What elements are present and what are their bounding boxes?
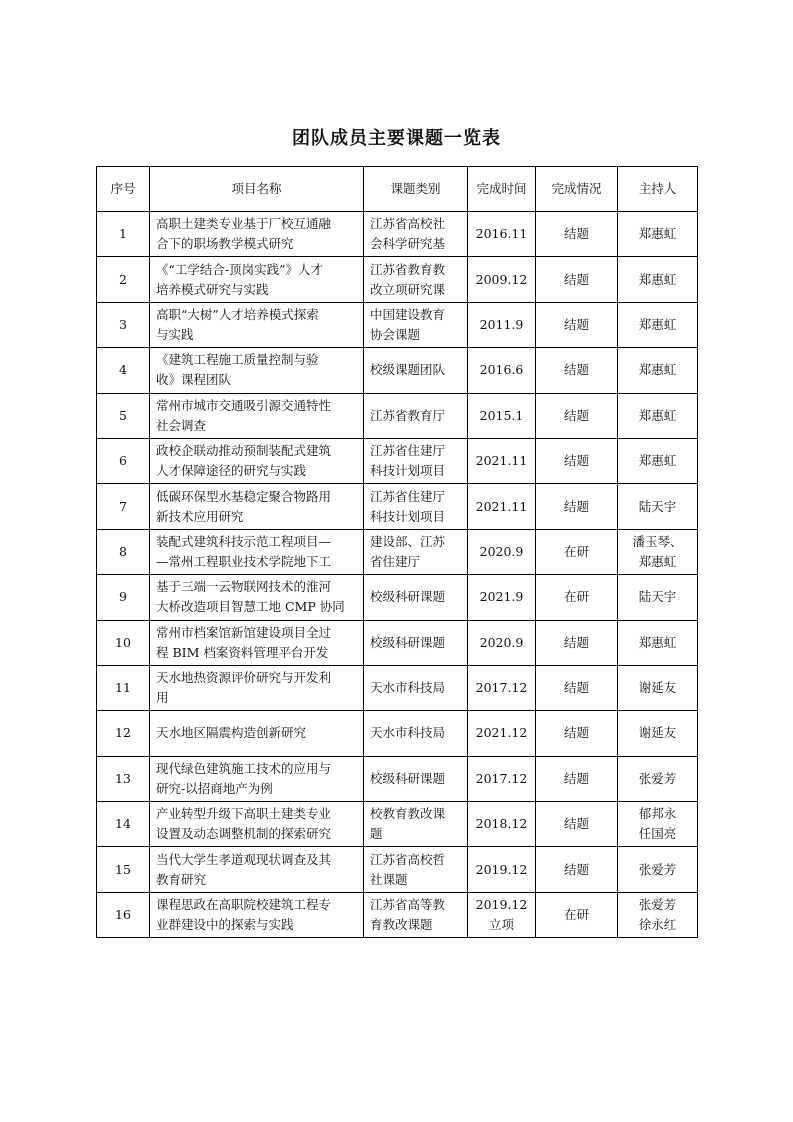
cell-name — [150, 393, 364, 438]
cell-name — [150, 348, 364, 393]
cell-host-line: 陆天宇 — [638, 589, 677, 605]
cell-time — [468, 438, 536, 483]
cell-category — [364, 438, 468, 483]
cell-status — [536, 212, 618, 257]
cell-host — [618, 711, 698, 756]
cell-status — [536, 892, 618, 937]
cell-name — [150, 575, 364, 620]
cell-no-line: 16 — [115, 907, 131, 923]
cell-name-line: 基于三端一云物联网技术的淮河 — [156, 579, 332, 595]
cell-category-line: 改立项研究课 — [370, 281, 446, 297]
cell-name — [150, 802, 364, 847]
cell-host — [618, 393, 698, 438]
cell-status — [536, 711, 618, 756]
cell-host — [618, 529, 698, 574]
cell-category — [364, 802, 468, 847]
cell-name-line: 当代大学生孝道观现状调查及其 — [156, 851, 332, 867]
cell-time — [468, 892, 536, 937]
cell-host-line: 郑惠虹 — [638, 226, 677, 242]
cell-name-line: 《建筑工程施工质量控制与验 — [156, 352, 319, 368]
cell-name-line: 常州市城市交通吸引源交通特性 — [156, 397, 332, 413]
cell-status-line: 在研 — [563, 543, 589, 559]
cell-time — [468, 620, 536, 665]
cell-name — [150, 665, 364, 710]
cell-status-line: 结题 — [563, 271, 589, 287]
cell-name-line: 收》课程团队 — [156, 372, 232, 388]
table-row — [97, 756, 698, 801]
cell-status-line: 在研 — [563, 907, 589, 923]
cell-category-line: 校级科研课题 — [370, 589, 446, 605]
cell-host — [618, 348, 698, 393]
cell-category-line: 江苏省住建厅 — [370, 443, 446, 459]
cell-category — [364, 847, 468, 892]
cell-time — [468, 711, 536, 756]
cell-name — [150, 302, 364, 347]
cell-name-line: 装配式建筑科技示范工程项目— — [156, 533, 332, 549]
cell-category — [364, 484, 468, 529]
header-row — [97, 167, 698, 212]
cell-category — [364, 302, 468, 347]
cell-host-line: 张爱芳 — [638, 770, 677, 786]
cell-time — [468, 484, 536, 529]
cell-status-line: 结题 — [563, 634, 589, 650]
cell-host — [618, 756, 698, 801]
cell-host — [618, 802, 698, 847]
cell-name-line: 新技术应用研究 — [156, 508, 244, 524]
cell-name — [150, 847, 364, 892]
cell-name-line: 业群建设中的探索与实践 — [156, 917, 294, 933]
cell-name — [150, 257, 364, 302]
cell-time-line: 2021.11 — [475, 453, 528, 469]
cell-status — [536, 257, 618, 302]
cell-no — [97, 348, 150, 393]
table-row — [97, 892, 698, 937]
cell-no — [97, 438, 150, 483]
cell-time — [468, 529, 536, 574]
cell-status — [536, 575, 618, 620]
cell-name-line: 人才保障途径的研究与实践 — [156, 463, 307, 479]
cell-host-line: 徐永红 — [638, 917, 677, 933]
cell-status-line: 结题 — [563, 498, 589, 514]
cell-name-line: 大桥改造项目智慧工地 CMP 协同 — [156, 599, 345, 615]
cell-time-line: 2021.11 — [475, 498, 528, 514]
cell-status — [536, 302, 618, 347]
table-row — [97, 665, 698, 710]
cell-no — [97, 756, 150, 801]
cell-no-line: 5 — [119, 407, 127, 423]
table-row — [97, 438, 698, 483]
cell-no — [97, 802, 150, 847]
cell-category — [364, 529, 468, 574]
cell-category — [364, 756, 468, 801]
cell-status-line: 结题 — [563, 725, 589, 741]
cell-name — [150, 892, 364, 937]
cell-name — [150, 756, 364, 801]
cell-time — [468, 756, 536, 801]
cell-name-line: 《“工学结合-顶岗实践”》人才 — [156, 261, 324, 277]
cell-host-line: 郑惠虹 — [638, 453, 677, 469]
header-category: 课题类别 — [364, 167, 468, 212]
cell-time-line: 2021.9 — [479, 589, 524, 605]
cell-time-line: 2020.9 — [479, 543, 524, 559]
cell-category-line: 题 — [370, 826, 383, 842]
cell-no-line: 14 — [115, 816, 131, 832]
cell-time-line: 2011.9 — [479, 316, 524, 332]
cell-time-line: 2017.12 — [475, 770, 528, 786]
cell-name-line: 与实践 — [156, 326, 194, 342]
cell-category — [364, 892, 468, 937]
cell-host-line: 郑惠虹 — [638, 271, 677, 287]
cell-category — [364, 348, 468, 393]
cell-time-line: 2015.1 — [479, 407, 524, 423]
table-row — [97, 711, 698, 756]
header-status: 完成情况 — [536, 167, 618, 212]
cell-no-line: 11 — [115, 680, 131, 696]
table-row — [97, 348, 698, 393]
cell-host-line: 谢延友 — [638, 680, 677, 696]
cell-host-line: 郑惠虹 — [638, 362, 677, 378]
cell-host-line: 郑惠虹 — [638, 553, 677, 569]
cell-host — [618, 257, 698, 302]
cell-time-line: 2018.12 — [475, 816, 528, 832]
table-row — [97, 212, 698, 257]
cell-time-line: 2020.9 — [479, 634, 524, 650]
cell-time — [468, 257, 536, 302]
cell-name-line: 合下的职场教学模式研究 — [156, 236, 294, 252]
table-row — [97, 302, 698, 347]
cell-name — [150, 438, 364, 483]
cell-no-line: 13 — [115, 770, 131, 786]
cell-no — [97, 393, 150, 438]
cell-category-line: 科技计划项目 — [370, 508, 446, 524]
cell-host — [618, 665, 698, 710]
cell-no-line: 3 — [119, 316, 127, 332]
cell-no — [97, 620, 150, 665]
cell-status-line: 结题 — [563, 316, 589, 332]
cell-category-line: 中国建设教育 — [370, 306, 446, 322]
cell-status — [536, 665, 618, 710]
cell-category-line: 校级课题团队 — [370, 362, 446, 378]
cell-time-line: 2021.12 — [475, 725, 528, 741]
cell-status — [536, 484, 618, 529]
cell-category-line: 江苏省高校社 — [370, 216, 446, 232]
cell-host — [618, 847, 698, 892]
cell-category-line: 校级科研课题 — [370, 770, 446, 786]
cell-category — [364, 665, 468, 710]
cell-time-line: 2019.12 — [475, 861, 528, 877]
cell-category-line: 社课题 — [370, 871, 408, 887]
cell-category-line: 江苏省高等教 — [370, 897, 446, 913]
cell-time — [468, 393, 536, 438]
cell-host — [618, 484, 698, 529]
cell-name-line: 社会调查 — [156, 417, 207, 433]
cell-no — [97, 665, 150, 710]
cell-time — [468, 348, 536, 393]
cell-host-line: 郑惠虹 — [638, 407, 677, 423]
cell-host-line: 谢延友 — [638, 725, 677, 741]
cell-category-line: 江苏省住建厅 — [370, 488, 446, 504]
cell-name — [150, 484, 364, 529]
cell-no-line: 8 — [119, 543, 127, 559]
cell-name — [150, 620, 364, 665]
cell-no-line: 15 — [115, 861, 131, 877]
cell-time-line: 2019.12 — [475, 897, 528, 913]
table-row — [97, 393, 698, 438]
cell-name-line: 现代绿色建筑施工技术的应用与 — [156, 760, 332, 776]
cell-time — [468, 302, 536, 347]
cell-host — [618, 438, 698, 483]
table-row — [97, 529, 698, 574]
cell-host — [618, 575, 698, 620]
cell-category — [364, 212, 468, 257]
cell-no-line: 4 — [119, 362, 127, 378]
cell-host-line: 郑惠虹 — [638, 634, 677, 650]
cell-no-line: 9 — [119, 589, 127, 605]
cell-no — [97, 711, 150, 756]
cell-name-line: 低碳环保型水基稳定聚合物路用 — [156, 488, 332, 504]
cell-host-line: 潘玉琴、 — [632, 533, 683, 549]
cell-category — [364, 711, 468, 756]
cell-name-line: 用 — [156, 690, 169, 706]
cell-name-line: —常州工程职业技术学院地下工 — [156, 553, 332, 569]
cell-name-line: 培养模式研究与实践 — [156, 281, 269, 297]
cell-name-line: 产业转型升级下高职土建类专业 — [156, 806, 332, 822]
cell-host-line: 陆天宇 — [638, 498, 677, 514]
cell-host — [618, 620, 698, 665]
cell-name — [150, 529, 364, 574]
cell-status-line: 结题 — [563, 770, 589, 786]
cell-time — [468, 847, 536, 892]
cell-time-line: 2017.12 — [475, 680, 528, 696]
header-time: 完成时间 — [468, 167, 536, 212]
cell-category-line: 科技计划项目 — [370, 463, 446, 479]
cell-time-line: 2016.11 — [475, 226, 528, 242]
header-host: 主持人 — [618, 167, 698, 212]
cell-status — [536, 393, 618, 438]
table-row — [97, 484, 698, 529]
cell-no-line: 2 — [119, 271, 127, 287]
cell-status-line: 在研 — [563, 589, 589, 605]
cell-name-line: 政校企联动推动预制装配式建筑 — [156, 443, 332, 459]
cell-host-line: 郁邦永 — [638, 806, 677, 822]
cell-host-line: 张爱芳 — [638, 861, 677, 877]
cell-category-line: 天水市科技局 — [370, 680, 446, 696]
cell-no-line: 10 — [115, 634, 131, 650]
cell-status-line: 结题 — [563, 816, 589, 832]
cell-status — [536, 529, 618, 574]
cell-category-line: 会科学研究基 — [370, 236, 446, 252]
cell-name-line: 教育研究 — [156, 871, 207, 887]
header-no: 序号 — [97, 167, 150, 212]
cell-host — [618, 302, 698, 347]
cell-category-line: 校教育教改课 — [370, 806, 446, 822]
cell-status — [536, 802, 618, 847]
cell-status — [536, 620, 618, 665]
cell-no-line: 12 — [115, 725, 131, 741]
cell-name-line: 程 BIM 档案资料管理平台开发 — [156, 644, 329, 660]
cell-status-line: 结题 — [563, 861, 589, 877]
table-row — [97, 575, 698, 620]
cell-host-line: 郑惠虹 — [638, 316, 677, 332]
page-title: 团队成员主要课题一览表 — [292, 128, 501, 149]
cell-category — [364, 620, 468, 665]
cell-time-line: 2009.12 — [475, 271, 528, 287]
cell-host — [618, 892, 698, 937]
cell-category-line: 省住建厅 — [370, 553, 421, 569]
cell-time-line: 立项 — [488, 917, 514, 933]
cell-category — [364, 257, 468, 302]
header-name: 项目名称 — [150, 167, 364, 212]
cell-status-line: 结题 — [563, 362, 589, 378]
cell-host-line: 张爱芳 — [638, 897, 677, 913]
topics-table — [96, 166, 698, 938]
cell-status-line: 结题 — [563, 680, 589, 696]
cell-name-line: 高职“大树”人才培养模式探索 — [156, 306, 319, 322]
cell-name-line: 天水地区隔震构造创新研究 — [156, 725, 307, 741]
cell-category-line: 江苏省高校哲 — [370, 851, 446, 867]
cell-time — [468, 665, 536, 710]
cell-status — [536, 438, 618, 483]
cell-no-line: 6 — [119, 453, 127, 469]
table-row — [97, 620, 698, 665]
cell-no — [97, 575, 150, 620]
cell-name — [150, 212, 364, 257]
cell-category — [364, 575, 468, 620]
table-row — [97, 802, 698, 847]
cell-status-line: 结题 — [563, 453, 589, 469]
cell-host-line: 任国亮 — [638, 826, 677, 842]
cell-category-line: 江苏省教育厅 — [370, 407, 446, 423]
cell-status-line: 结题 — [563, 407, 589, 423]
cell-name-line: 设置及动态调整机制的探索研究 — [156, 826, 332, 842]
cell-status-line: 结题 — [563, 226, 589, 242]
cell-category — [364, 393, 468, 438]
cell-name — [150, 711, 364, 756]
cell-status — [536, 756, 618, 801]
table-row — [97, 847, 698, 892]
cell-name-line: 高职土建类专业基于厂校互通融 — [156, 216, 332, 232]
cell-time — [468, 575, 536, 620]
cell-status — [536, 348, 618, 393]
cell-name-line: 研究-以招商地产为例 — [156, 780, 273, 796]
cell-time — [468, 802, 536, 847]
cell-no — [97, 212, 150, 257]
cell-host — [618, 212, 698, 257]
cell-no — [97, 257, 150, 302]
cell-name-line: 天水地热资源评价研究与开发利 — [156, 670, 332, 686]
table-row — [97, 257, 698, 302]
cell-category-line: 育教改课题 — [370, 917, 433, 933]
cell-no-line: 7 — [119, 498, 127, 514]
cell-category-line: 江苏省教育教 — [370, 261, 446, 277]
cell-no — [97, 529, 150, 574]
cell-no — [97, 892, 150, 937]
cell-no — [97, 847, 150, 892]
cell-category-line: 建设部、江苏 — [370, 533, 446, 549]
cell-time-line: 2016.6 — [479, 362, 524, 378]
cell-status — [536, 847, 618, 892]
cell-time — [468, 212, 536, 257]
cell-no-line: 1 — [119, 226, 127, 242]
cell-name-line: 课程思政在高职院校建筑工程专 — [156, 897, 332, 913]
cell-category-line: 校级科研课题 — [370, 634, 446, 650]
cell-category-line: 协会课题 — [370, 326, 421, 342]
cell-name-line: 常州市档案馆新馆建设项目全过 — [156, 624, 332, 640]
cell-category-line: 天水市科技局 — [370, 725, 446, 741]
cell-no — [97, 302, 150, 347]
cell-no — [97, 484, 150, 529]
